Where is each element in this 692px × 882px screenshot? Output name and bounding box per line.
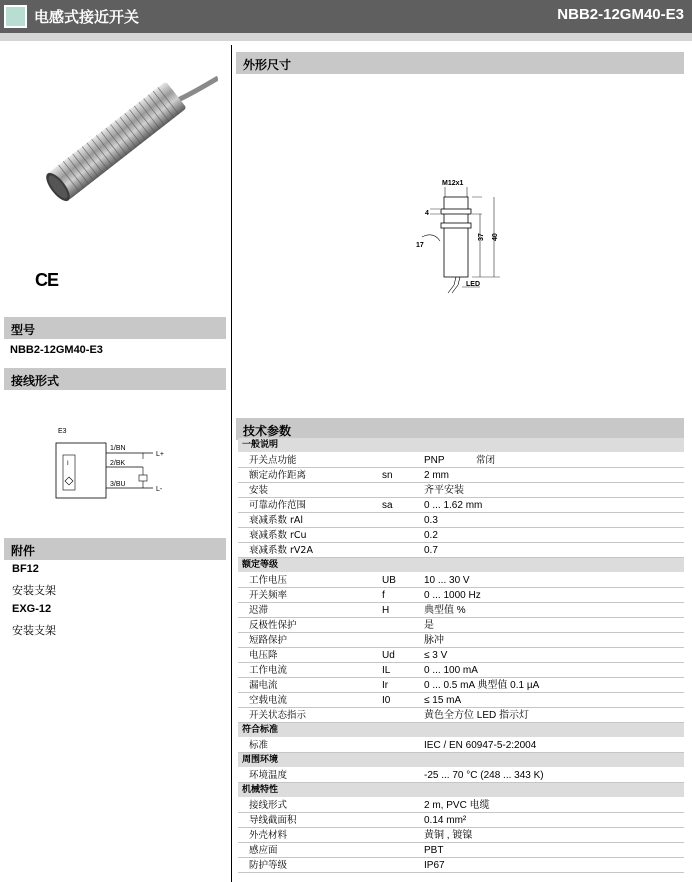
- spec-row: 衰减系数 rAl 0.3: [238, 513, 684, 528]
- spec-row: 工作电流 IL 0 ... 100 mA: [238, 663, 684, 678]
- spec-row: 衰减系数 rV2A 0.7: [238, 543, 684, 558]
- spec-row: 反极性保护 是: [238, 618, 684, 633]
- dimension-drawing: [400, 175, 510, 295]
- spec-row: 导线截面积 0.14 mm²: [238, 813, 684, 828]
- dim-40-label: 40: [492, 233, 499, 241]
- lplus-label: L+: [156, 451, 164, 458]
- spec-table: [238, 438, 684, 873]
- spec-group-title: 符合标准: [238, 723, 684, 738]
- spec-group-title: 周围环境: [238, 753, 684, 768]
- spec-group-title: 一般说明: [238, 438, 684, 453]
- spec-row: 衰减系数 rCu 0.2: [238, 528, 684, 543]
- spec-row: 迟滞 H 典型值 %: [238, 603, 684, 618]
- spec-row: 安装 齐平安装: [238, 483, 684, 498]
- spec-row: 可靠动作范围 sa 0 ... 1.62 mm: [238, 498, 684, 513]
- pin1-label: 1/BN: [110, 445, 126, 452]
- spec-group-title: 机械特性: [238, 783, 684, 798]
- logo-box: [4, 5, 27, 28]
- product-photo: [28, 75, 218, 225]
- accessory-desc: 安装支架: [12, 624, 56, 637]
- spec-group-title: 额定等级: [238, 558, 684, 573]
- page-title: 电感式接近开关: [34, 8, 140, 26]
- model-value: NBB2-12GM40-E3: [10, 344, 103, 356]
- svg-text:I: I: [67, 461, 69, 467]
- spec-row: 接线形式 2 m, PVC 电缆: [238, 798, 684, 813]
- lminus-label: L-: [156, 486, 163, 493]
- spec-row: 感应面 PBT: [238, 843, 684, 858]
- accessory-desc: 安装支架: [12, 584, 56, 597]
- ce-mark: CE: [35, 270, 59, 290]
- model-section-header: 型号: [4, 317, 226, 339]
- dim-4-label: 4: [425, 210, 429, 217]
- column-divider: [231, 45, 232, 882]
- accessories-section-header: 附件: [4, 538, 226, 560]
- dimensions-section-header: 外形尺寸: [236, 52, 684, 74]
- wiring-section-header: 接线形式: [4, 368, 226, 390]
- spec-row: 空载电流 I0 ≤ 15 mA: [238, 693, 684, 708]
- thread-label: M12x1: [442, 180, 464, 187]
- spec-row: 防护等级 IP67: [238, 858, 684, 873]
- wiring-diagram: [48, 425, 188, 500]
- led-label: LED: [466, 281, 480, 288]
- header-strip: [0, 33, 692, 41]
- spec-row: 环境温度 -25 ... 70 °C (248 ... 343 K): [238, 768, 684, 783]
- spec-row: 外壳材料 黄铜 , 镀镍: [238, 828, 684, 843]
- pin3-label: 3/BU: [110, 481, 126, 488]
- spec-row: 额定动作距离 sn 2 mm: [238, 468, 684, 483]
- spec-row: 开关频率 f 0 ... 1000 Hz: [238, 588, 684, 603]
- spec-row: 开关点功能 PNP 常闭: [238, 453, 684, 468]
- wiring-name: E3: [58, 428, 67, 435]
- spec-row: 短路保护 脉冲: [238, 633, 684, 648]
- product-code: NBB2-12GM40-E3: [557, 6, 684, 23]
- page-header: [0, 0, 692, 33]
- accessory-code: EXG-12: [12, 603, 52, 615]
- spec-row: 工作电压 UB 10 ... 30 V: [238, 573, 684, 588]
- accessory-code: BF12: [12, 563, 39, 575]
- spec-row: 标准 IEC / EN 60947-5-2:2004: [238, 738, 684, 753]
- spec-section-header: 技术参数: [236, 418, 684, 440]
- dim-37-label: 37: [478, 233, 485, 241]
- pin2-label: 2/BK: [110, 460, 126, 467]
- dim-17-label: 17: [416, 242, 424, 249]
- spec-row: 电压降 Ud ≤ 3 V: [238, 648, 684, 663]
- spec-row: 漏电流 Ir 0 ... 0.5 mA 典型值 0.1 µA: [238, 678, 684, 693]
- spec-row: 开关状态指示 黄色全方位 LED 指示灯: [238, 708, 684, 723]
